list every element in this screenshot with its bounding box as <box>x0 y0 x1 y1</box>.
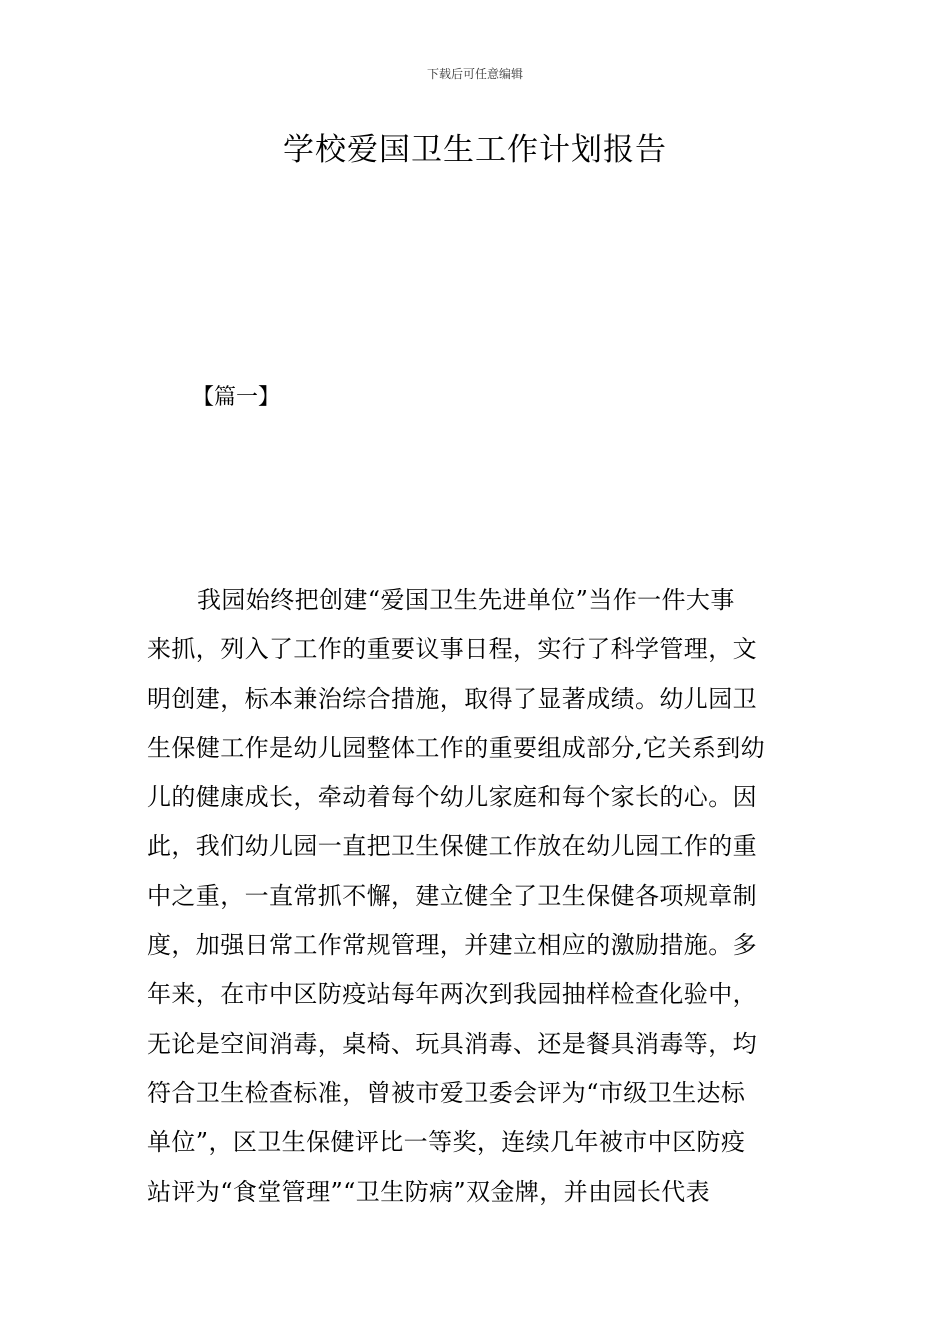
paragraph-line: 生保健工作是幼儿园整体工作的重要组成部分,它关系到幼 <box>147 733 766 762</box>
paragraph-line: 度，加强日常工作常规管理，并建立相应的激励措施。多 <box>147 931 757 960</box>
paragraph-line: 符合卫生检查标准，曾被市爱卫委会评为“市级卫生达标 <box>147 1078 746 1107</box>
body-paragraph <box>147 576 807 1217</box>
paragraph-line: 单位”，区卫生保健评比一等奖，连续几年被市中区防疫 <box>147 1128 746 1157</box>
paragraph-line: 明创建，标本兼治综合措施，取得了显著成绩。幼儿园卫 <box>147 684 757 713</box>
paragraph-line: 来抓，列入了工作的重要议事日程，实行了科学管理，文 <box>147 635 757 664</box>
document-title: 学校爱国卫生工作计划报告 <box>283 132 667 168</box>
paragraph-line: 中之重，一直常抓不懈，建立健全了卫生保健各项规章制 <box>147 881 757 910</box>
header-note: 下载后可任意编辑 <box>426 67 523 81</box>
paragraph-line: 年来，在市中区防疫站每年两次到我园抽样检查化验中， <box>147 980 757 1009</box>
paragraph-line: 站评为“食堂管理”“卫生防病”双金牌，并由园长代表 <box>147 1177 711 1206</box>
section-label: 【篇一】 <box>192 385 281 410</box>
paragraph-line: 儿的健康成长，牵动着每个幼儿家庭和每个家长的心。因 <box>147 783 757 812</box>
paragraph-line: 此，我们幼儿园一直把卫生保健工作放在幼儿园工作的重 <box>147 832 757 861</box>
paragraph-line: 我园始终把创建“爱国卫生先进单位”当作一件大事 <box>197 586 735 614</box>
paragraph-line: 无论是空间消毒，桌椅、玩具消毒、还是餐具消毒等，均 <box>147 1029 757 1058</box>
